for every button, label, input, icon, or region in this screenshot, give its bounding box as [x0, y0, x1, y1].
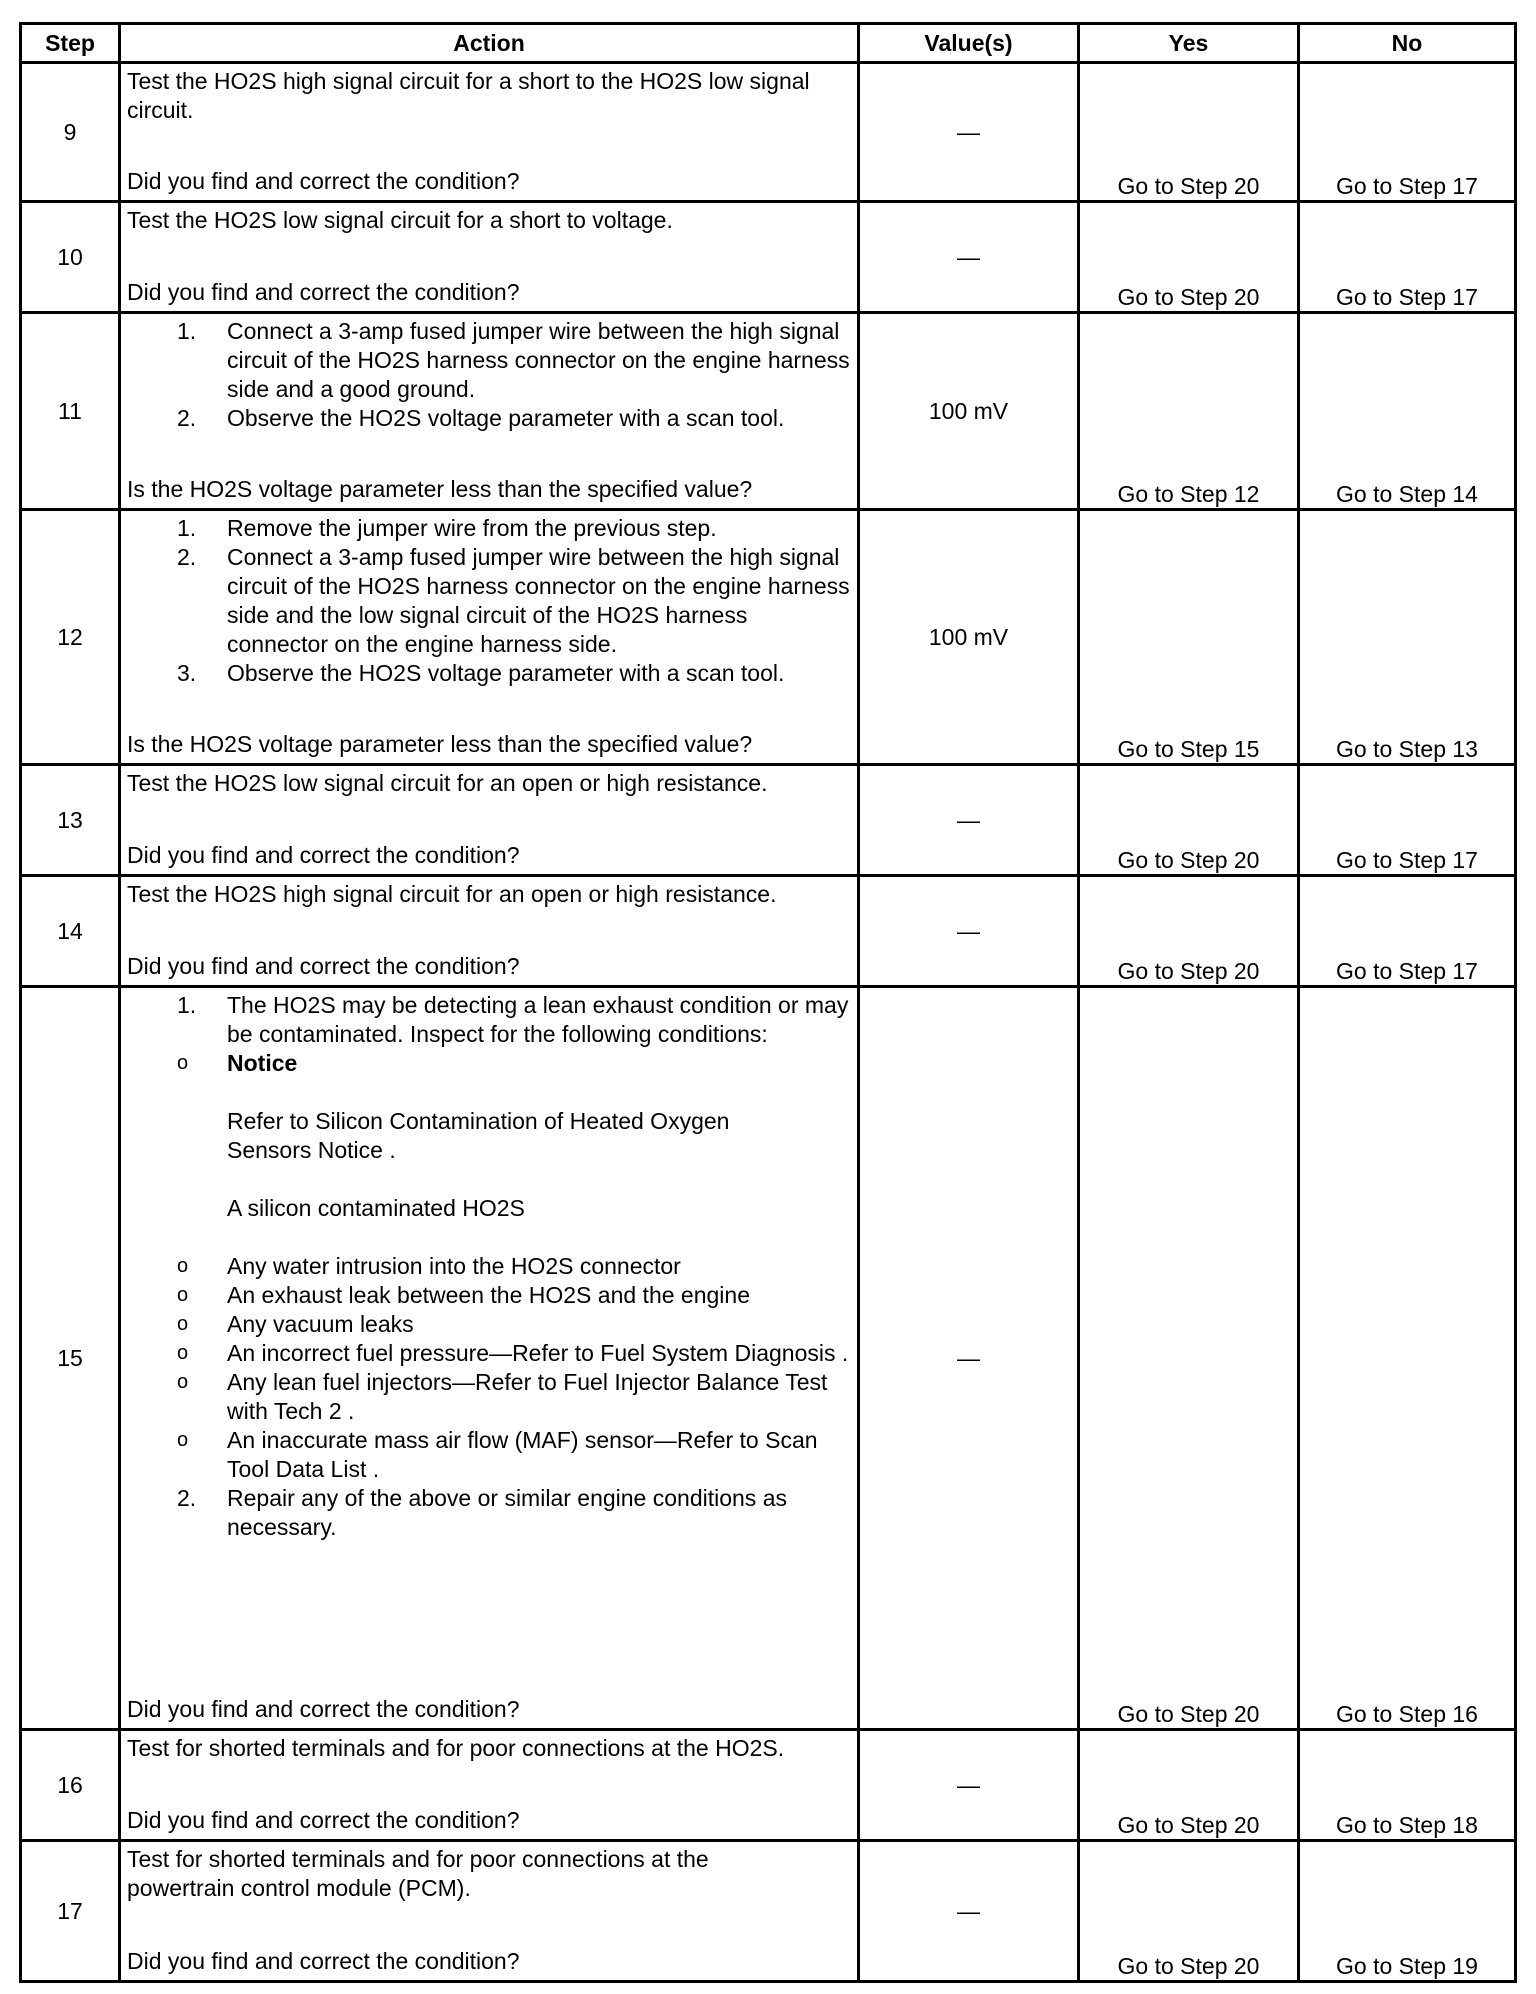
step-number: 13: [21, 765, 120, 876]
notice-title: Notice: [227, 1050, 298, 1076]
no-cell: Go to Step 19: [1299, 1841, 1516, 1982]
table-row: [21, 876, 1516, 987]
action-list: [127, 514, 851, 688]
no-cell: Go to Step 14: [1299, 313, 1516, 510]
list-item: 1. Remove the jumper wire from the previous step.: [177, 515, 717, 541]
no-cell: Go to Step 17: [1299, 63, 1516, 202]
condition-list: [127, 1049, 851, 1484]
action-question: Did you find and correct the condition?: [127, 953, 520, 979]
action-question: Did you find and correct the condition?: [127, 168, 520, 194]
action-text: Test for shorted terminals and for poor connections at the HO2S.: [127, 1735, 785, 1761]
value-cell: 100 mV: [859, 510, 1079, 765]
no-cell: Go to Step 17: [1299, 876, 1516, 987]
action-cell: [120, 313, 859, 510]
yes-cell: Go to Step 20: [1079, 1841, 1299, 1982]
step-number: 15: [21, 987, 120, 1730]
step-number: 9: [21, 63, 120, 202]
list-item: 2. Observe the HO2S voltage parameter with a scan tool.: [177, 405, 785, 431]
table-row: [21, 313, 1516, 510]
list-item: 2. Repair any of the above or similar engine conditions as necessary.: [177, 1485, 787, 1540]
header-row: [21, 24, 1516, 63]
value-cell: 100 mV: [859, 313, 1079, 510]
table-row: [21, 510, 1516, 765]
condition-item: o Any vacuum leaks: [177, 1311, 414, 1337]
no-cell: Go to Step 17: [1299, 202, 1516, 313]
action-question: Is the HO2S voltage parameter less than the specified value?: [127, 476, 753, 502]
action-text: Test the HO2S high signal circuit for an open or high resistance.: [127, 881, 777, 907]
action-question: Did you find and correct the condition?: [127, 1696, 520, 1722]
yes-cell: Go to Step 20: [1079, 63, 1299, 202]
table-row: [21, 1841, 1516, 1982]
table-row: [21, 765, 1516, 876]
value-cell: —: [859, 63, 1079, 202]
no-cell: Go to Step 13: [1299, 510, 1516, 765]
notice-reference: Refer to Silicon Contamination of Heated Oxygen Sensors Notice .: [227, 1108, 730, 1163]
no-cell: Go to Step 18: [1299, 1730, 1516, 1841]
value-cell: —: [859, 1841, 1079, 1982]
yes-cell: Go to Step 20: [1079, 1730, 1299, 1841]
list-item: 3. Observe the HO2S voltage parameter with a scan tool.: [177, 660, 785, 686]
step-number: 14: [21, 876, 120, 987]
yes-cell: Go to Step 20: [1079, 765, 1299, 876]
action-question: Is the HO2S voltage parameter less than the specified value?: [127, 731, 753, 757]
condition-item: o Any water intrusion into the HO2S connector: [177, 1253, 681, 1279]
list-item: 1. The HO2S may be detecting a lean exhaust condition or may be contaminated. Inspect for the following conditions: o Notice Refer to Silicon Contamination of Heated Oxygen Sensors Notice . A silicon contaminated HO2S o Any water intrusion into the HO2S connector o An exhaust leak between the HO2S and the engine o Any vacuum leaks o An incorrect fuel pressure—Refer to Fuel System Diagnosis . o Any lean fuel injectors—Refer to Fuel Injector Balance Test with Tech 2 . o An inaccurate mass air flow (MAF) sensor—Refer to Scan Tool Data List .: [127, 991, 851, 1484]
action-question: Did you find and correct the condition?: [127, 842, 520, 868]
yes-cell: Go to Step 20: [1079, 876, 1299, 987]
action-cell: [120, 510, 859, 765]
value-cell: —: [859, 987, 1079, 1730]
action-cell: [120, 1841, 859, 1982]
action-text: Test the HO2S low signal circuit for a short to voltage.: [127, 207, 673, 233]
value-cell: —: [859, 202, 1079, 313]
no-cell: Go to Step 17: [1299, 765, 1516, 876]
action-cell: [120, 1730, 859, 1841]
step-number: 17: [21, 1841, 120, 1982]
diagnostic-table: [19, 22, 1517, 1983]
action-list: [127, 991, 851, 1542]
yes-cell: Go to Step 12: [1079, 313, 1299, 510]
action-text: Test for shorted terminals and for poor connections at the powertrain control module (PCM).: [127, 1846, 709, 1901]
condition-item: o Any lean fuel injectors—Refer to Fuel Injector Balance Test with Tech 2 .: [177, 1369, 828, 1424]
action-text: Test the HO2S low signal circuit for an open or high resistance.: [127, 770, 768, 796]
value-cell: —: [859, 876, 1079, 987]
yes-cell: Go to Step 20: [1079, 987, 1299, 1730]
table-row: [21, 1730, 1516, 1841]
value-cell: —: [859, 765, 1079, 876]
list-item: 2. Connect a 3-amp fused jumper wire between the high signal circuit of the HO2S harness connector on the engine harness side and the low signal circuit of the HO2S harness connector on the engine harness side.: [177, 544, 850, 657]
condition-item: o An exhaust leak between the HO2S and the engine: [177, 1282, 750, 1308]
action-question: Did you find and correct the condition?: [127, 279, 520, 305]
header-step: Step: [21, 24, 120, 63]
action-cell: [120, 765, 859, 876]
action-cell: [120, 876, 859, 987]
step-number: 12: [21, 510, 120, 765]
header-no: No: [1299, 24, 1516, 63]
action-list: [127, 317, 851, 433]
step-number: 11: [21, 313, 120, 510]
condition-item: o An incorrect fuel pressure—Refer to Fuel System Diagnosis .: [177, 1340, 849, 1366]
action-question: Did you find and correct the condition?: [127, 1807, 520, 1833]
yes-cell: Go to Step 20: [1079, 202, 1299, 313]
notice-body: A silicon contaminated HO2S: [227, 1195, 525, 1221]
step-number: 16: [21, 1730, 120, 1841]
table-row: [21, 63, 1516, 202]
action-cell: [120, 63, 859, 202]
header-action: Action: [120, 24, 859, 63]
condition-item: o An inaccurate mass air flow (MAF) sensor—Refer to Scan Tool Data List .: [177, 1427, 818, 1482]
action-cell: [120, 202, 859, 313]
step-number: 10: [21, 202, 120, 313]
value-cell: —: [859, 1730, 1079, 1841]
action-question: Did you find and correct the condition?: [127, 1948, 520, 1974]
table-row: [21, 202, 1516, 313]
notice-item: o Notice Refer to Silicon Contamination of Heated Oxygen Sensors Notice . A silicon contaminated HO2S: [127, 1049, 851, 1252]
action-text: Test the HO2S high signal circuit for a short to the HO2S low signal circuit.: [127, 68, 810, 123]
yes-cell: Go to Step 15: [1079, 510, 1299, 765]
header-yes: Yes: [1079, 24, 1299, 63]
list-item: 1. Connect a 3-amp fused jumper wire between the high signal circuit of the HO2S harness connector on the engine harness side and a good ground.: [177, 318, 850, 402]
table-row: [21, 987, 1516, 1730]
header-values: Value(s): [859, 24, 1079, 63]
no-cell: Go to Step 16: [1299, 987, 1516, 1730]
action-cell: [120, 987, 859, 1730]
